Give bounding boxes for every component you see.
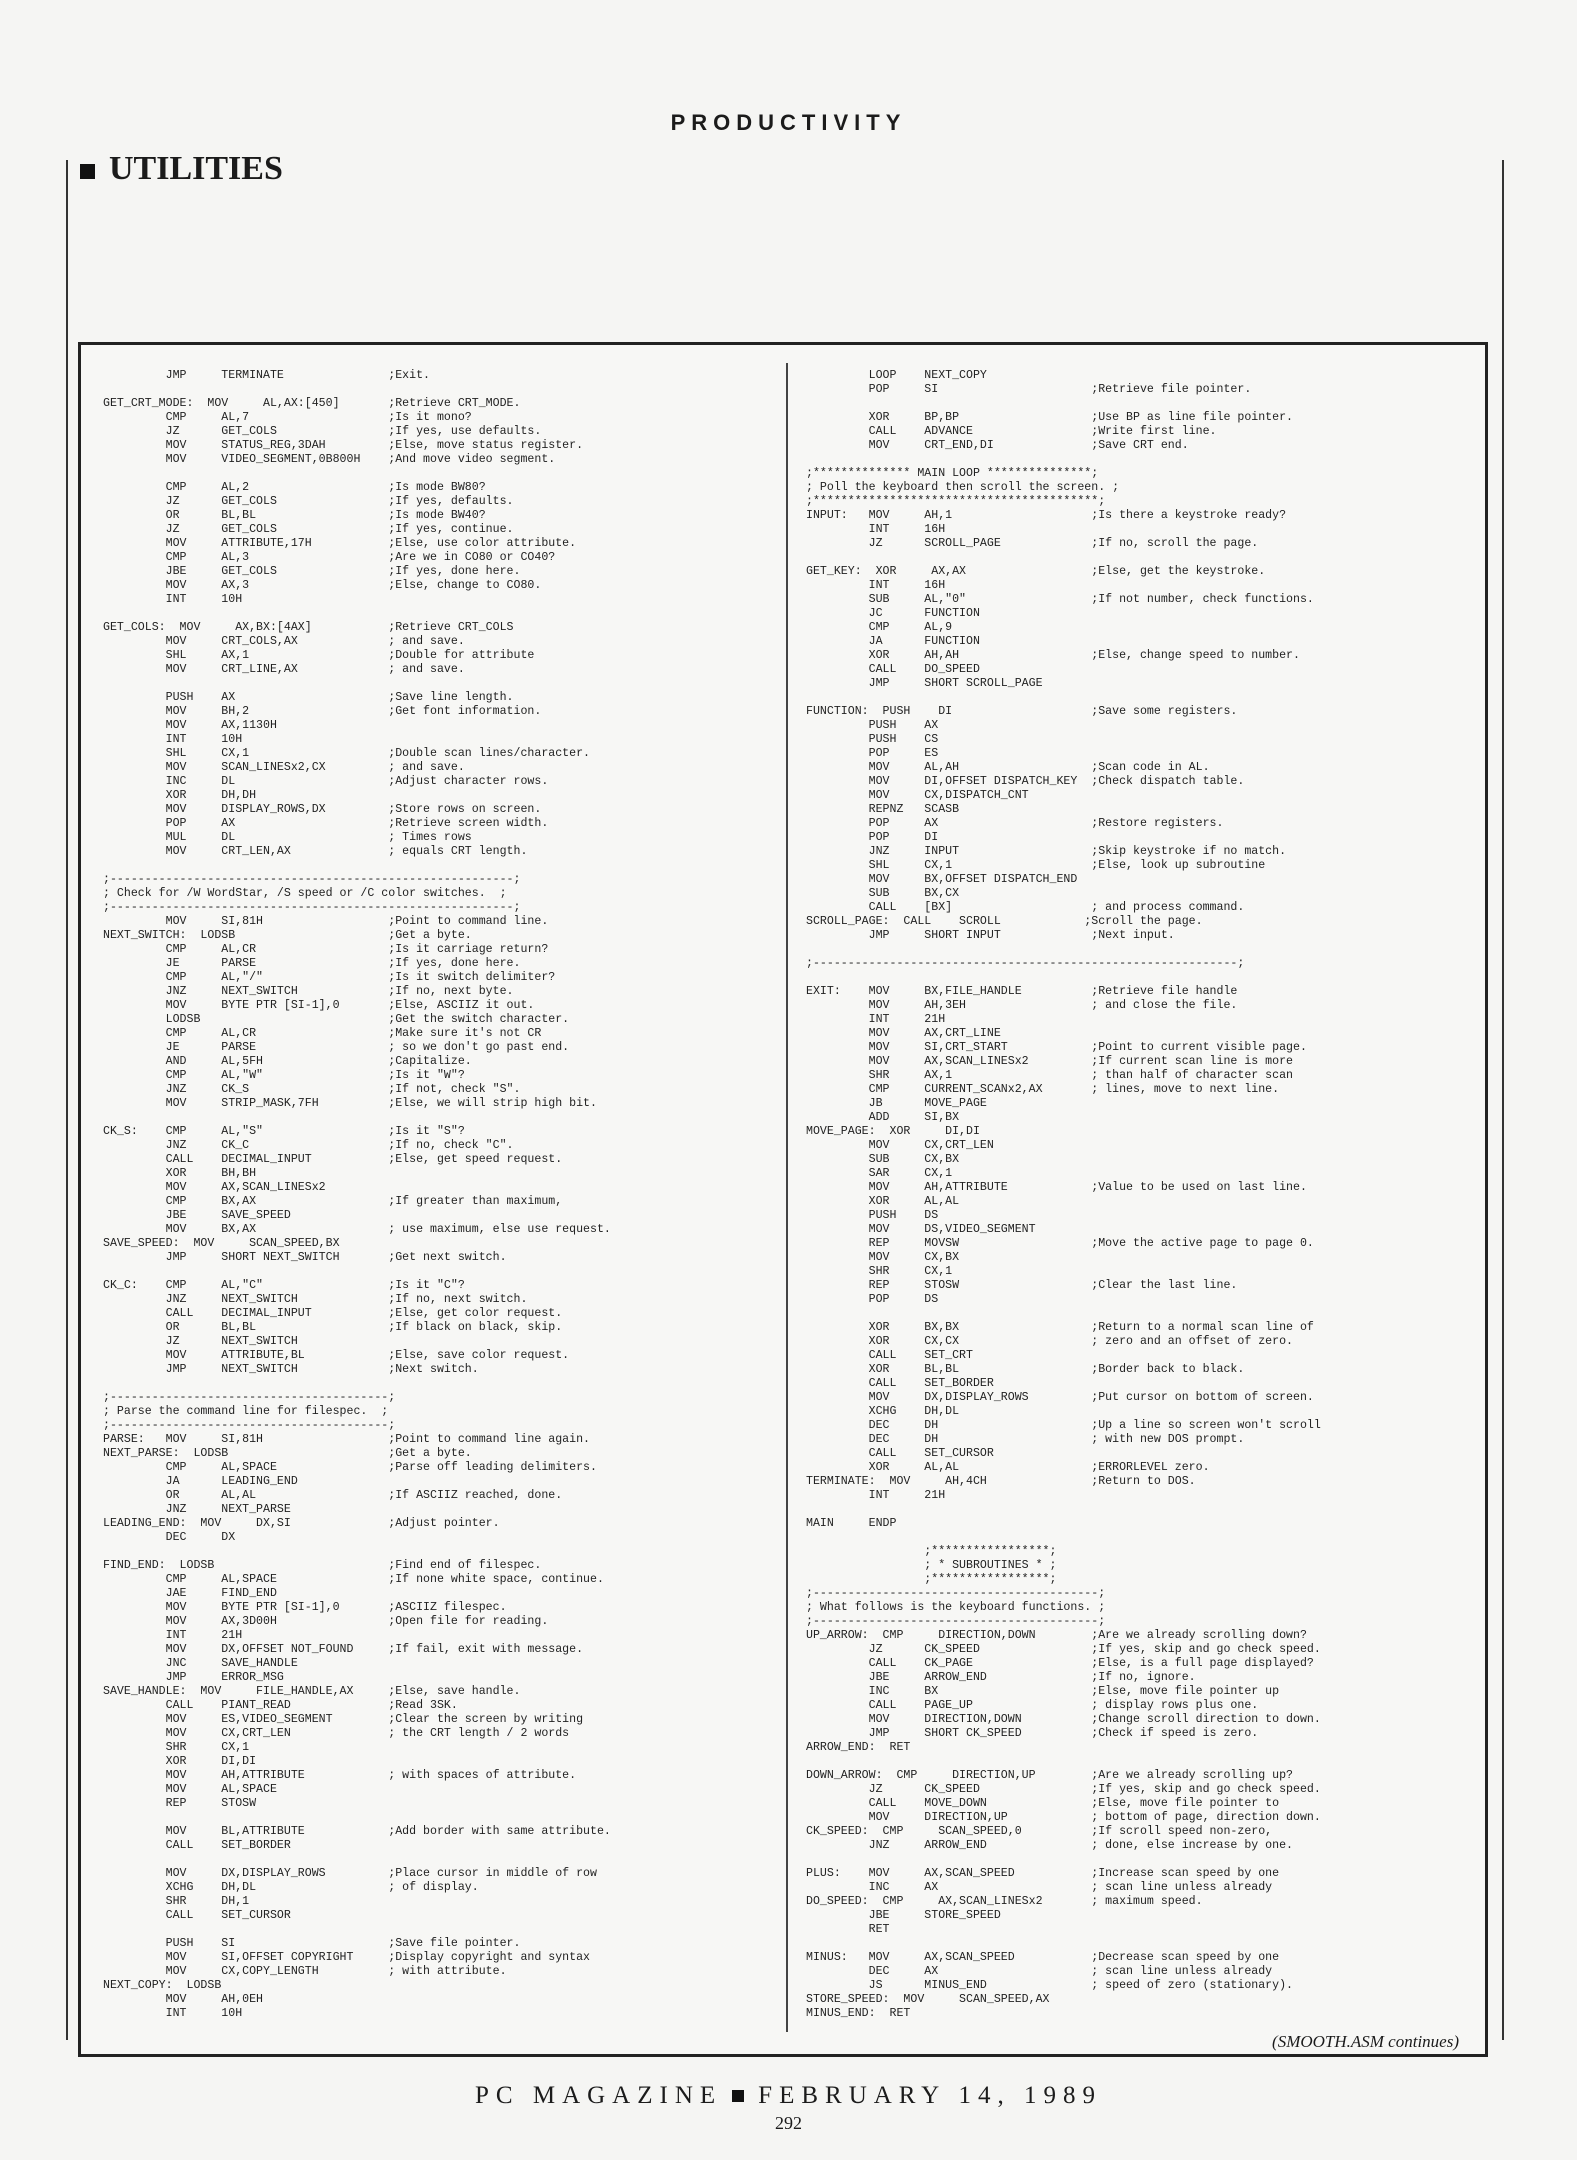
code-line: JMP TERMINATE ;Exit. (103, 369, 430, 382)
code-line: CMP AL,SPACE ;Parse off leading delimiters. (103, 1461, 597, 1474)
code-line (806, 1503, 1476, 1517)
code-line: INT 10H (103, 733, 243, 746)
code-line: POP DI (806, 831, 939, 844)
code-line: SHR DH,1 (103, 1895, 250, 1908)
code-line: CALL SET_BORDER (103, 1839, 291, 1852)
code-line: XOR AH,AH ;Else, change speed to number. (806, 649, 1300, 662)
code-line: MOV AH,0EH (103, 1993, 264, 2006)
code-line: MOV CX,CRT_LEN ; the CRT length / 2 words (103, 1727, 570, 1740)
code-line: JS MINUS_END ; speed of zero (stationary). (806, 1979, 1294, 1992)
code-line: JMP SHORT INPUT ;Next input. (806, 929, 1175, 942)
code-line: SAVE_HANDLE: MOV FILE_HANDLE,AX ;Else, save handle. (103, 1685, 521, 1698)
code-line: MOV AX,SCAN_LINESx2 (103, 1181, 326, 1194)
code-line: CALL SET_CURSOR (806, 1447, 994, 1460)
code-line: JMP NEXT_SWITCH ;Next switch. (103, 1363, 479, 1376)
code-line: XOR BX,BX ;Return to a normal scan line of (806, 1321, 1314, 1334)
code-line: ;*****************; (806, 1545, 1057, 1558)
code-line: ;*****************************************; (806, 495, 1106, 508)
code-line: CK_C: CMP AL,"C" ;Is it "C"? (103, 1279, 465, 1292)
code-line: STORE_SPEED: MOV SCAN_SPEED,AX (806, 1993, 1050, 2006)
code-line: CMP AL,CR ;Make sure it's not CR (103, 1027, 542, 1040)
code-line: MAIN ENDP (806, 1517, 897, 1530)
code-line: LODSB ;Get the switch character. (103, 1013, 570, 1026)
code-line: ; Parse the command line for filespec. ; (103, 1405, 389, 1418)
code-line: XOR BL,BL ;Border back to black. (806, 1363, 1245, 1376)
code-line: JBE ARROW_END ;If no, ignore. (806, 1671, 1196, 1684)
code-line (103, 1265, 768, 1279)
code-line: MOV AH,3EH ; and close the file. (806, 999, 1238, 1012)
code-line: PUSH AX ;Save line length. (103, 691, 514, 704)
code-line: JMP SHORT SCROLL_PAGE (806, 677, 1043, 690)
column-divider (786, 363, 788, 2032)
code-line: PUSH AX (806, 719, 939, 732)
left-border-rule (66, 160, 68, 2040)
code-line: GET_KEY: XOR AX,AX ;Else, get the keystroke. (806, 565, 1266, 578)
code-line: CALL DO_SPEED (806, 663, 980, 676)
code-line: GET_CRT_MODE: MOV AL,AX:[450] ;Retrieve CRT_MODE. (103, 397, 521, 410)
code-line: SUB AL,"0" ;If not number, check functions. (806, 593, 1314, 606)
code-line: ;************** MAIN LOOP ***************; (806, 467, 1099, 480)
code-line: MOV AH,ATTRIBUTE ; with spaces of attribute. (103, 1769, 577, 1782)
code-line: REP STOSW (103, 1797, 257, 1810)
code-line: JNZ INPUT ;Skip keystroke if no match. (806, 845, 1287, 858)
code-line: XOR AL,AL ;ERRORLEVEL zero. (806, 1461, 1210, 1474)
code-line: JNZ ARROW_END ; done, else increase by one. (806, 1839, 1294, 1852)
code-line: XOR BP,BP ;Use BP as line file pointer. (806, 411, 1294, 424)
code-line: CMP AL,SPACE ;If none white space, continue. (103, 1573, 604, 1586)
code-line: XOR DI,DI (103, 1755, 257, 1768)
code-line: INPUT: MOV AH,1 ;Is there a keystroke ready? (806, 509, 1287, 522)
code-line: ;*****************; (806, 1573, 1057, 1586)
code-line (103, 1853, 768, 1867)
code-line: XCHG DH,DL ; of display. (103, 1881, 479, 1894)
code-line: MOV BL,ATTRIBUTE ;Add border with same attribute. (103, 1825, 611, 1838)
code-line: MUL DL ; Times rows (103, 831, 472, 844)
code-line: JMP SHORT CK_SPEED ;Check if speed is zero. (806, 1727, 1259, 1740)
code-line: ; Check for /W WordStar, /S speed or /C color switches. ; (103, 887, 507, 900)
code-line: SCROLL_PAGE: CALL SCROLL ;Scroll the page. (806, 915, 1203, 928)
code-line: DEC DH ;Up a line so screen won't scroll (806, 1419, 1321, 1432)
code-line: CMP AL,CR ;Is it carriage return? (103, 943, 549, 956)
code-line: JBE STORE_SPEED (806, 1909, 1001, 1922)
title-text: UTILITIES (109, 150, 283, 187)
code-line: FUNCTION: PUSH DI ;Save some registers. (806, 705, 1238, 718)
code-line (103, 859, 768, 873)
code-line: SHL CX,1 ;Else, look up subroutine (806, 859, 1266, 872)
code-line: MOV CRT_LINE,AX ; and save. (103, 663, 465, 676)
code-line: REP STOSW ;Clear the last line. (806, 1279, 1238, 1292)
code-line: MOV AX,CRT_LINE (806, 1027, 1001, 1040)
code-line (806, 1531, 1476, 1545)
code-line: INC AX ; scan line unless already (806, 1881, 1273, 1894)
code-line (806, 1937, 1476, 1951)
section-header: PRODUCTIVITY (670, 110, 907, 135)
listing-left-column (103, 369, 768, 2028)
code-line: MOV SI,CRT_START ;Point to current visible page. (806, 1041, 1307, 1054)
code-line: CALL ADVANCE ;Write first line. (806, 425, 1217, 438)
code-line: ;----------------------------------------; (103, 1391, 396, 1404)
code-line: MOV CX,DISPATCH_CNT (806, 789, 1029, 802)
code-line: MOV AL,SPACE (103, 1783, 277, 1796)
code-line: MOV BYTE PTR [SI-1],0 ;Else, ASCIIZ it out. (103, 999, 535, 1012)
code-line: POP AX ;Retrieve screen width. (103, 817, 549, 830)
code-line: ; What follows is the keyboard functions. ; (806, 1601, 1106, 1614)
code-line: JZ CK_SPEED ;If yes, skip and go check speed. (806, 1643, 1321, 1656)
code-line (806, 943, 1476, 957)
code-line: INT 21H (806, 1489, 946, 1502)
code-line: DO_SPEED: CMP AX,SCAN_LINESx2 ; maximum speed. (806, 1895, 1203, 1908)
code-line: ;-----------------------------------------; (806, 1587, 1106, 1600)
code-line: MOV CRT_LEN,AX ; equals CRT length. (103, 845, 528, 858)
code-line: CMP AL,9 (806, 621, 953, 634)
code-line: JA FUNCTION (806, 635, 980, 648)
code-line: JBE GET_COLS ;If yes, done here. (103, 565, 521, 578)
code-line: JMP ERROR_MSG (103, 1671, 284, 1684)
code-line: ARROW_END: RET (806, 1741, 911, 1754)
code-line: SHL CX,1 ;Double scan lines/character. (103, 747, 591, 760)
code-line: MOV DIRECTION,UP ; bottom of page, direction down. (806, 1811, 1321, 1824)
code-line: DEC DX (103, 1531, 236, 1544)
code-line: JB MOVE_PAGE (806, 1097, 987, 1110)
code-line: MOV AX,3 ;Else, change to CO80. (103, 579, 542, 592)
code-line: MOV BX,AX ; use maximum, else use request. (103, 1223, 611, 1236)
code-line: INT 16H (806, 579, 946, 592)
code-line: MOV CRT_END,DI ;Save CRT end. (806, 439, 1189, 452)
code-line: CMP BX,AX ;If greater than maximum, (103, 1195, 563, 1208)
code-line: MOV ATTRIBUTE,BL ;Else, save color request. (103, 1349, 570, 1362)
code-line: ;----------------------------------------; (103, 1419, 396, 1432)
code-line: MOV ES,VIDEO_SEGMENT ;Clear the screen by writing (103, 1713, 584, 1726)
code-line: JE PARSE ; so we don't go past end. (103, 1041, 570, 1054)
code-line: MOV STRIP_MASK,7FH ;Else, we will strip high bit. (103, 1097, 597, 1110)
code-line: CK_S: CMP AL,"S" ;Is it "S"? (103, 1125, 465, 1138)
code-line: MOV VIDEO_SEGMENT,0B800H ;And move video segment. (103, 453, 556, 466)
code-line: JNZ NEXT_SWITCH ;If no, next switch. (103, 1293, 528, 1306)
code-line (806, 1307, 1476, 1321)
code-line: TERMINATE: MOV AH,4CH ;Return to DOS. (806, 1475, 1196, 1488)
code-line: PUSH SI ;Save file pointer. (103, 1937, 521, 1950)
code-line: JNC SAVE_HANDLE (103, 1657, 298, 1670)
code-line: OR BL,BL ;Is mode BW40? (103, 509, 486, 522)
code-line: INT 16H (806, 523, 946, 536)
code-line: JBE SAVE_SPEED (103, 1209, 291, 1222)
code-line: NEXT_PARSE: LODSB ;Get a byte. (103, 1447, 472, 1460)
code-line: JZ GET_COLS ;If yes, defaults. (103, 495, 514, 508)
code-line: MOV DI,OFFSET DISPATCH_KEY ;Check dispatch table. (806, 775, 1245, 788)
code-line: CALL PAGE_UP ; display rows plus one. (806, 1699, 1259, 1712)
code-line: CMP CURRENT_SCANx2,AX ; lines, move to next line. (806, 1083, 1280, 1096)
code-line (103, 1111, 768, 1125)
page-title (80, 150, 283, 188)
code-line: PUSH DS (806, 1209, 939, 1222)
code-line: MOV DIRECTION,DOWN ;Change scroll direction to down. (806, 1713, 1321, 1726)
code-line (103, 1545, 768, 1559)
code-line: MOV SI,OFFSET COPYRIGHT ;Display copyright and syntax (103, 1951, 591, 1964)
code-line: MOV BH,2 ;Get font information. (103, 705, 542, 718)
code-line (806, 971, 1476, 985)
code-line: XOR AL,AL (806, 1195, 960, 1208)
code-line: XOR CX,CX ; zero and an offset of zero. (806, 1335, 1294, 1348)
code-line: CALL SET_BORDER (806, 1377, 994, 1390)
code-line: JZ NEXT_SWITCH (103, 1335, 298, 1348)
code-line: UP_ARROW: CMP DIRECTION,DOWN ;Are we already scrolling down? (806, 1629, 1307, 1642)
code-line: REPNZ SCASB (806, 803, 960, 816)
code-line: MOV DS,VIDEO_SEGMENT (806, 1223, 1036, 1236)
code-line: NEXT_COPY: LODSB (103, 1979, 222, 1992)
code-line: DEC AX ; scan line unless already (806, 1965, 1273, 1978)
code-line: MOV DX,OFFSET NOT_FOUND ;If fail, exit with message. (103, 1643, 584, 1656)
code-line: CMP AL,"/" ;Is it switch delimiter? (103, 971, 556, 984)
code-line: EXIT: MOV BX,FILE_HANDLE ;Retrieve file handle (806, 985, 1238, 998)
code-line (103, 467, 768, 481)
code-line: XOR DH,DH (103, 789, 257, 802)
code-line: CK_SPEED: CMP SCAN_SPEED,0 ;If scroll speed non-zero, (806, 1825, 1273, 1838)
code-line: JNZ NEXT_PARSE (103, 1503, 291, 1516)
code-line: RET (806, 1923, 890, 1936)
code-line: MINUS: MOV AX,SCAN_SPEED ;Decrease scan speed by one (806, 1951, 1280, 1964)
code-line (103, 1377, 768, 1391)
code-line: INT 10H (103, 2007, 243, 2020)
code-line: XCHG DH,DL (806, 1405, 960, 1418)
code-line (806, 453, 1476, 467)
code-line: POP ES (806, 747, 939, 760)
code-line: MOV BX,OFFSET DISPATCH_END (806, 873, 1078, 886)
code-line: ADD SI,BX (806, 1111, 960, 1124)
code-line (103, 607, 768, 621)
bullet-square-icon (80, 164, 95, 179)
code-line: SAR CX,1 (806, 1167, 953, 1180)
code-line: MOV AL,AH ;Scan code in AL. (806, 761, 1210, 774)
code-line: CMP AL,7 ;Is it mono? (103, 411, 472, 424)
code-line: MOV SI,81H ;Point to command line. (103, 915, 549, 928)
code-line: MOV AX,1130H (103, 719, 277, 732)
code-line: LOOP NEXT_COPY (806, 369, 987, 382)
code-line (103, 383, 768, 397)
code-line: ;-----------------------------------------; (806, 1615, 1106, 1628)
code-line (103, 1923, 768, 1937)
page-number: 292 (775, 2113, 802, 2133)
code-line: JNZ NEXT_SWITCH ;If no, next byte. (103, 985, 514, 998)
code-line: JC FUNCTION (806, 607, 980, 620)
code-line (806, 691, 1476, 705)
code-line: JAE FIND_END (103, 1587, 277, 1600)
code-line: INC BX ;Else, move file pointer up (806, 1685, 1280, 1698)
code-line (806, 397, 1476, 411)
code-line: MOV STATUS_REG,3DAH ;Else, move status register. (103, 439, 584, 452)
code-line: ; Poll the keyboard then scroll the screen. ; (806, 481, 1120, 494)
code-line: MOVE_PAGE: XOR DI,DI (806, 1125, 980, 1138)
code-line: MOV CRT_COLS,AX ; and save. (103, 635, 465, 648)
code-line: REP MOVSW ;Move the active page to page 0. (806, 1237, 1314, 1250)
code-line: CALL SET_CRT (806, 1349, 973, 1362)
code-line: JZ SCROLL_PAGE ;If no, scroll the page. (806, 537, 1259, 550)
issue-date: FEBRUARY 14, 1989 (758, 2082, 1102, 2109)
code-line: SHR CX,1 (806, 1265, 953, 1278)
code-line: POP SI ;Retrieve file pointer. (806, 383, 1252, 396)
code-line: ; * SUBROUTINES * ; (806, 1559, 1057, 1572)
code-line: MOV DX,DISPLAY_ROWS ;Place cursor in middle of row (103, 1867, 597, 1880)
code-line: CALL DECIMAL_INPUT ;Else, get speed request. (103, 1153, 563, 1166)
code-line (806, 551, 1476, 565)
code-line: CMP AL,2 ;Is mode BW80? (103, 481, 486, 494)
code-listing (78, 342, 1488, 2057)
code-line: MOV SCAN_LINESx2,CX ; and save. (103, 761, 465, 774)
code-line: MOV CX,COPY_LENGTH ; with attribute. (103, 1965, 507, 1978)
code-line: MOV BYTE PTR [SI-1],0 ;ASCIIZ filespec. (103, 1601, 507, 1614)
code-line: POP AX ;Restore registers. (806, 817, 1224, 830)
code-line (806, 1853, 1476, 1867)
code-line: SHR AX,1 ; than half of character scan (806, 1069, 1294, 1082)
code-line: ;-------------------------------------------------------------; (806, 957, 1245, 970)
code-line: FIND_END: LODSB ;Find end of filespec. (103, 1559, 542, 1572)
code-line: AND AL,5FH ;Capitalize. (103, 1055, 472, 1068)
footer-bullet-icon (732, 2090, 744, 2102)
code-line: SHR CX,1 (103, 1741, 250, 1754)
code-line: MOV CX,BX (806, 1251, 960, 1264)
code-line: GET_COLS: MOV AX,BX:[4AX] ;Retrieve CRT_COLS (103, 621, 514, 634)
code-line: JNZ CK_S ;If not, check "S". (103, 1083, 521, 1096)
code-line (806, 1755, 1476, 1769)
code-line: INT 21H (806, 1013, 946, 1026)
code-line: XOR BH,BH (103, 1167, 257, 1180)
code-line: SHL AX,1 ;Double for attribute (103, 649, 535, 662)
code-line: JNZ CK_C ;If no, check "C". (103, 1139, 514, 1152)
code-line: MOV DISPLAY_ROWS,DX ;Store rows on screen. (103, 803, 542, 816)
code-line: CALL DECIMAL_INPUT ;Else, get color request. (103, 1307, 563, 1320)
code-line: PARSE: MOV SI,81H ;Point to command line again. (103, 1433, 591, 1446)
code-line: CALL SET_CURSOR (103, 1909, 291, 1922)
code-line (103, 1811, 768, 1825)
code-line: OR BL,BL ;If black on black, skip. (103, 1321, 563, 1334)
code-line: SUB CX,BX (806, 1153, 960, 1166)
code-line: MINUS_END: RET (806, 2007, 911, 2020)
code-line: POP DS (806, 1293, 939, 1306)
code-line: CALL MOVE_DOWN ;Else, move file pointer to (806, 1797, 1280, 1810)
page-footer (0, 2082, 1577, 2110)
code-line (103, 677, 768, 691)
code-line: MOV AH,ATTRIBUTE ;Value to be used on last line. (806, 1181, 1307, 1194)
code-line: CALL [BX] ; and process command. (806, 901, 1245, 914)
code-line: NEXT_SWITCH: LODSB ;Get a byte. (103, 929, 472, 942)
code-line: DEC DH ; with new DOS prompt. (806, 1433, 1245, 1446)
code-line: JZ GET_COLS ;If yes, use defaults. (103, 425, 542, 438)
code-line: JA LEADING_END (103, 1475, 298, 1488)
code-line: JZ GET_COLS ;If yes, continue. (103, 523, 514, 536)
code-line: JZ CK_SPEED ;If yes, skip and go check speed. (806, 1783, 1321, 1796)
code-line: INT 21H (103, 1629, 243, 1642)
right-border-rule (1502, 160, 1504, 2040)
code-line: CMP AL,3 ;Are we in CO80 or CO40? (103, 551, 556, 564)
code-line: CALL CK_PAGE ;Else, is a full page displayed? (806, 1657, 1314, 1670)
code-line: MOV AX,3D00H ;Open file for reading. (103, 1615, 549, 1628)
code-line: MOV AX,SCAN_LINESx2 ;If current scan line is more (806, 1055, 1294, 1068)
code-line: ;----------------------------------------------------------; (103, 873, 521, 886)
continued-note: (SMOOTH.ASM continues) (1272, 2032, 1459, 2051)
code-line: CMP AL,"W" ;Is it "W"? (103, 1069, 465, 1082)
code-line: MOV CX,CRT_LEN (806, 1139, 994, 1152)
code-line: MOV DX,DISPLAY_ROWS ;Put cursor on bottom of screen. (806, 1391, 1314, 1404)
code-line: INC DL ;Adjust character rows. (103, 775, 549, 788)
code-line: LEADING_END: MOV DX,SI ;Adjust pointer. (103, 1517, 500, 1530)
code-line: ;----------------------------------------------------------; (103, 901, 521, 914)
code-line: PLUS: MOV AX,SCAN_SPEED ;Increase scan speed by one (806, 1867, 1280, 1880)
code-line: OR AL,AL ;If ASCIIZ reached, done. (103, 1489, 563, 1502)
code-line: CALL PIANT_READ ;Read 3SK. (103, 1699, 458, 1712)
code-line: JMP SHORT NEXT_SWITCH ;Get next switch. (103, 1251, 507, 1264)
code-line: SUB BX,CX (806, 887, 960, 900)
code-line: JE PARSE ;If yes, done here. (103, 957, 521, 970)
code-line: MOV ATTRIBUTE,17H ;Else, use color attribute. (103, 537, 577, 550)
code-line: SAVE_SPEED: MOV SCAN_SPEED,BX (103, 1237, 340, 1250)
code-line: PUSH CS (806, 733, 939, 746)
code-line: INT 10H (103, 593, 243, 606)
code-line: DOWN_ARROW: CMP DIRECTION,UP ;Are we already scrolling up? (806, 1769, 1294, 1782)
listing-right-column (806, 369, 1476, 2028)
magazine-name: PC MAGAZINE (475, 2082, 723, 2109)
